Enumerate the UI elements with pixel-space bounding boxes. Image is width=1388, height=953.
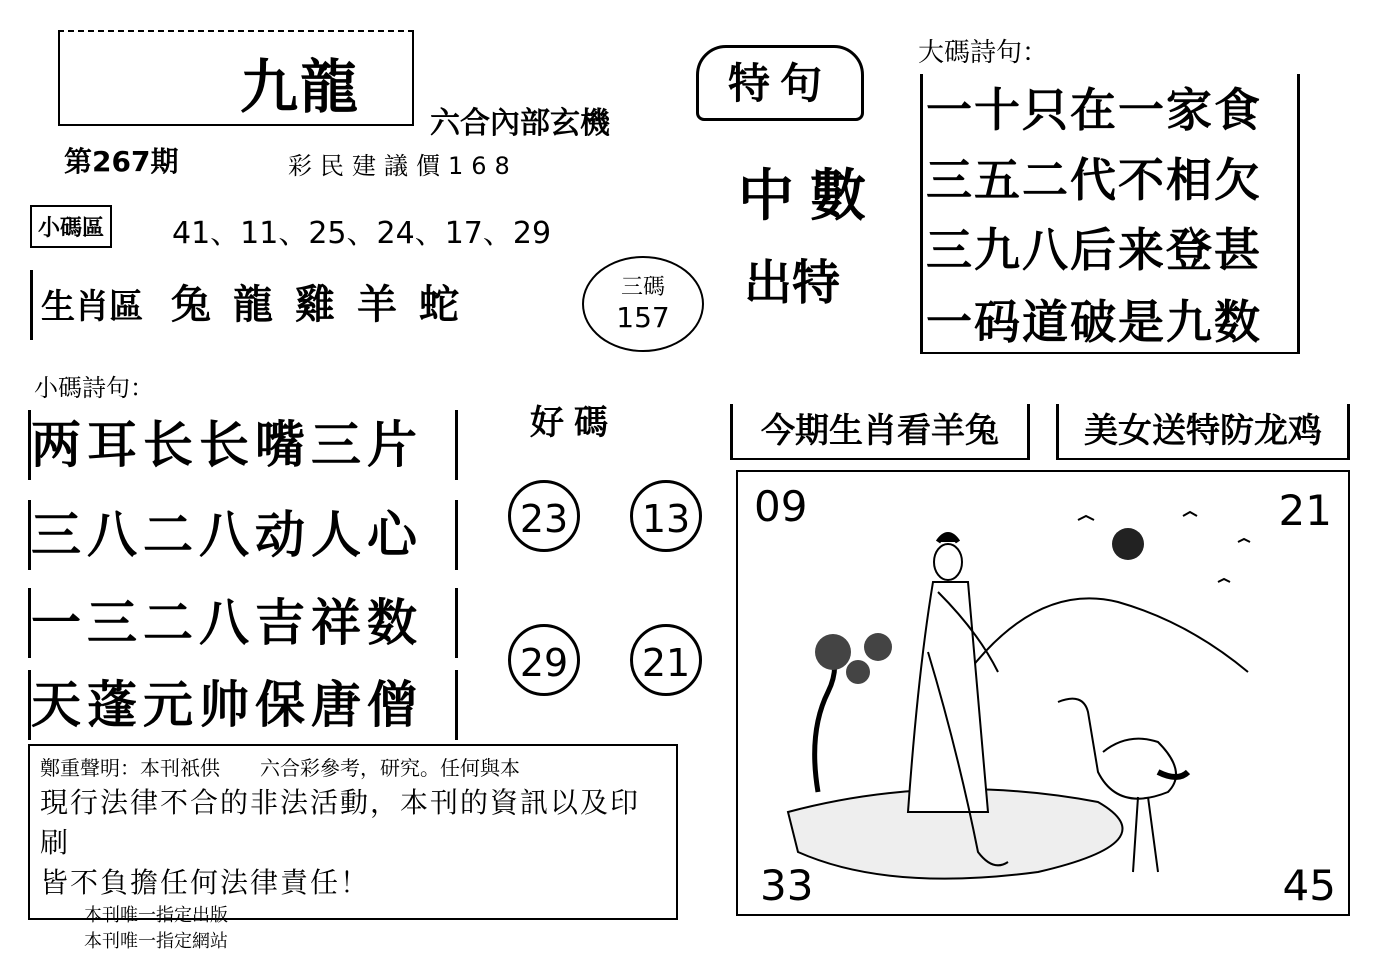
good-code-number: 21 [630,624,702,696]
disclaimer-line: 鄭重聲明：本刊祇供 六合彩參考，研究。任何與本 [40,756,520,780]
disclaimer-line: 皆不負擔任何法律責任！ [40,866,371,899]
three-code-bubble [582,256,704,352]
tree-icon [815,652,835,792]
big-poem-line: 一码道破是九数 [926,295,1262,349]
zodiac-animals: 兔龍雞羊蛇 [171,281,481,328]
publication-subtitle: 六合內部玄機 [430,106,610,141]
special-out-text: 出特 [744,255,841,311]
good-code-number: 13 [630,480,702,552]
small-poem-label: 小碼詩句： [34,374,154,402]
illustration-drawing [738,472,1348,914]
illustration-panel [736,470,1350,916]
bubble-label: 三碼 [620,275,665,300]
small-poem-line: 三八二八动人心 [28,500,458,570]
good-code-label: 好碼 [530,403,618,443]
big-poem-label: 大碼詩句： [918,38,1049,68]
disclaimer-line: 本刊唯一指定出版 [84,905,228,926]
publication-title: 九龍 [240,53,361,121]
small-poem-line: 天蓬元帅保唐僧 [28,670,458,740]
mountain-icon [968,598,1248,672]
good-code-number: 29 [508,624,580,696]
small-poem-line: 一三二八吉祥数 [28,588,458,658]
big-poem-line: 三五二代不相欠 [926,153,1262,207]
big-poem-line: 一十只在一家食 [926,83,1262,137]
title-frame [58,30,414,126]
woman-icon [934,544,962,580]
disclaimer-box [28,744,678,952]
big-poem-line: 三九八后来登甚 [926,223,1262,277]
bubble-number: 157 [616,301,670,334]
corner-number: 33 [760,861,814,910]
birds-icon [1078,512,1250,582]
small-code-numbers: 41、11、25、24、17、29 [172,216,552,251]
corner-number: 09 [754,482,808,531]
corner-number: 45 [1282,861,1336,910]
moon-icon [1112,528,1144,560]
suggested-price: 彩民建議價168 [288,152,518,180]
beauty-tip: 美女送特防龙鸡 [1056,404,1350,460]
special-verse-header: 特句 [696,45,864,121]
zodiac-zone [30,270,481,340]
disclaimer-line: 現行法律不合的非法活動，本刊的資訊以及印刷 [40,786,641,859]
small-code-label: 小碼區 [30,205,112,248]
issue-number: 第267期 [64,145,179,178]
good-code-number: 23 [508,480,580,552]
disclaimer-line: 本刊唯一指定網站 [84,931,228,952]
special-middle-text: 中數 [738,163,882,229]
zodiac-zone-label: 生肖區 [41,287,143,327]
crane-icon [1058,699,1176,799]
corner-number: 21 [1278,486,1332,535]
small-poem-line: 两耳长长嘴三片 [28,410,458,480]
zodiac-tip: 今期生肖看羊兔 [730,404,1030,460]
